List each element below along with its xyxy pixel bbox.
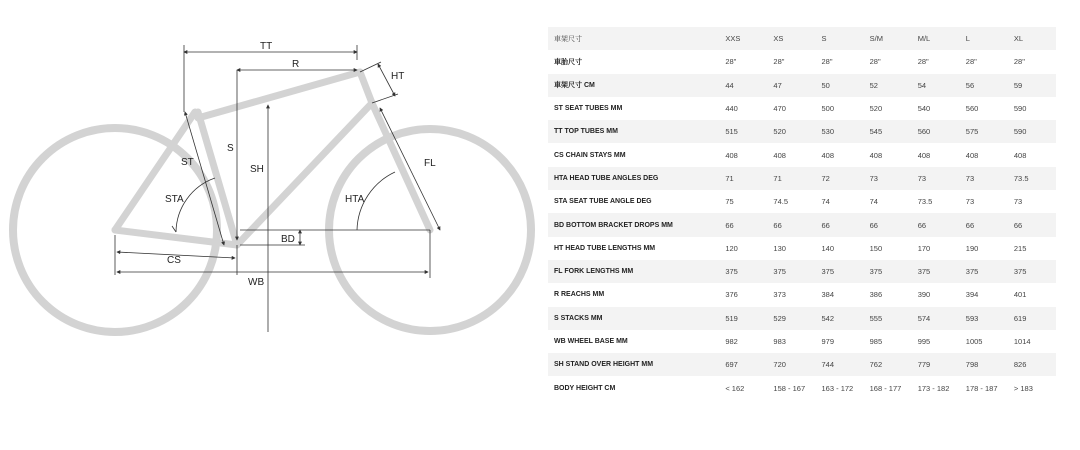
label-sh: SH	[250, 164, 264, 175]
row-value: 401	[1008, 283, 1056, 306]
row-value: 619	[1008, 307, 1056, 330]
table-row	[548, 260, 1056, 283]
row-value: 150	[864, 237, 912, 260]
row-value: 73	[864, 167, 912, 190]
row-value: 28"	[960, 50, 1008, 73]
row-value: 66	[864, 213, 912, 236]
row-value: 530	[816, 120, 864, 143]
row-value: 120	[719, 237, 767, 260]
row-value: 28"	[767, 50, 815, 73]
row-label: 車架尺寸 CM	[548, 74, 719, 97]
row-value: 375	[912, 260, 960, 283]
row-value: 408	[864, 143, 912, 166]
label-r: R	[292, 59, 300, 70]
row-value: 173 - 182	[912, 376, 960, 399]
row-value: 560	[912, 120, 960, 143]
row-value: 542	[816, 307, 864, 330]
row-value: 178 - 187	[960, 376, 1008, 399]
row-label: BD BOTTOM BRACKET DROPS MM	[548, 213, 719, 236]
row-value: > 183	[1008, 376, 1056, 399]
row-value: 529	[767, 307, 815, 330]
row-value: 215	[1008, 237, 1056, 260]
header-size-l: L	[960, 27, 1008, 50]
row-value: 163 - 172	[816, 376, 864, 399]
row-value: 75	[719, 190, 767, 213]
row-value: 995	[912, 330, 960, 353]
row-value: 375	[960, 260, 1008, 283]
bike-frame	[115, 72, 430, 245]
row-label: R REACHS MM	[548, 283, 719, 306]
row-value: 394	[960, 283, 1008, 306]
header-size-xxs: XXS	[719, 27, 767, 50]
label-fl: FL	[424, 158, 436, 169]
row-value: 375	[767, 260, 815, 283]
header-label: 車架尺寸	[548, 27, 719, 50]
row-value: 515	[719, 120, 767, 143]
table-row	[548, 307, 1056, 330]
header-size-ml: M/L	[912, 27, 960, 50]
row-value: 440	[719, 97, 767, 120]
table-row	[548, 97, 1056, 120]
row-value: 520	[864, 97, 912, 120]
row-value: 375	[816, 260, 864, 283]
row-value: 66	[1008, 213, 1056, 236]
row-value: 408	[816, 143, 864, 166]
header-size-xl: XL	[1008, 27, 1056, 50]
row-value: 28"	[864, 50, 912, 73]
row-value: 375	[719, 260, 767, 283]
row-value: < 162	[719, 376, 767, 399]
row-value: 520	[767, 120, 815, 143]
row-value: 574	[912, 307, 960, 330]
row-value: 73.5	[1008, 167, 1056, 190]
row-value: 375	[864, 260, 912, 283]
label-cs: CS	[167, 255, 181, 266]
row-value: 1005	[960, 330, 1008, 353]
row-value: 59	[1008, 74, 1056, 97]
row-value: 779	[912, 353, 960, 376]
row-value: 390	[912, 283, 960, 306]
label-hta: HTA	[345, 194, 365, 205]
row-value: 376	[719, 283, 767, 306]
row-value: 590	[1008, 120, 1056, 143]
row-value: 47	[767, 74, 815, 97]
row-label: CS CHAIN STAYS MM	[548, 143, 719, 166]
row-value: 74	[864, 190, 912, 213]
row-value: 73	[1008, 190, 1056, 213]
table-row	[548, 143, 1056, 166]
row-value: 66	[719, 213, 767, 236]
row-value: 130	[767, 237, 815, 260]
row-label: FL FORK LENGTHS MM	[548, 260, 719, 283]
row-value: 408	[1008, 143, 1056, 166]
row-value: 373	[767, 283, 815, 306]
row-label: S STACKS MM	[548, 307, 719, 330]
row-value: 66	[816, 213, 864, 236]
row-value: 28"	[1008, 50, 1056, 73]
table-row	[548, 167, 1056, 190]
row-value: 73	[960, 190, 1008, 213]
row-value: 1014	[1008, 330, 1056, 353]
label-ht: HT	[391, 71, 405, 82]
label-st: ST	[181, 157, 194, 168]
row-value: 74	[816, 190, 864, 213]
row-value: 28"	[816, 50, 864, 73]
dimension-lines	[115, 45, 440, 332]
row-value: 66	[912, 213, 960, 236]
row-value: 519	[719, 307, 767, 330]
row-value: 593	[960, 307, 1008, 330]
row-value: 73	[912, 167, 960, 190]
row-value: 66	[767, 213, 815, 236]
table-row	[548, 353, 1056, 376]
row-value: 50	[816, 74, 864, 97]
row-value: 545	[864, 120, 912, 143]
row-value: 140	[816, 237, 864, 260]
row-value: 826	[1008, 353, 1056, 376]
row-value: 375	[1008, 260, 1056, 283]
row-value: 52	[864, 74, 912, 97]
row-value: 798	[960, 353, 1008, 376]
table-row	[548, 376, 1056, 399]
table-row	[548, 237, 1056, 260]
row-value: 66	[960, 213, 1008, 236]
row-label: SH STAND OVER HEIGHT MM	[548, 353, 719, 376]
row-value: 983	[767, 330, 815, 353]
table-row	[548, 50, 1056, 73]
row-value: 555	[864, 307, 912, 330]
row-value: 71	[719, 167, 767, 190]
row-label: ST SEAT TUBES MM	[548, 97, 719, 120]
row-value: 979	[816, 330, 864, 353]
table-row	[548, 330, 1056, 353]
row-value: 408	[767, 143, 815, 166]
row-value: 72	[816, 167, 864, 190]
row-value: 408	[719, 143, 767, 166]
row-value: 54	[912, 74, 960, 97]
row-value: 575	[960, 120, 1008, 143]
row-value: 158 - 167	[767, 376, 815, 399]
row-value: 762	[864, 353, 912, 376]
geometry-table	[548, 27, 1056, 400]
row-value: 408	[960, 143, 1008, 166]
row-value: 500	[816, 97, 864, 120]
row-value: 985	[864, 330, 912, 353]
table-row	[548, 74, 1056, 97]
table-row	[548, 283, 1056, 306]
row-label: STA SEAT TUBE ANGLE DEG	[548, 190, 719, 213]
row-value: 408	[912, 143, 960, 166]
row-value: 540	[912, 97, 960, 120]
row-value: 190	[960, 237, 1008, 260]
row-value: 73.5	[912, 190, 960, 213]
header-size-s: S	[816, 27, 864, 50]
row-value: 697	[719, 353, 767, 376]
geometry-table-container	[548, 27, 1056, 400]
label-wb: WB	[248, 277, 265, 288]
row-value: 384	[816, 283, 864, 306]
row-value: 28"	[719, 50, 767, 73]
row-value: 56	[960, 74, 1008, 97]
row-value: 744	[816, 353, 864, 376]
row-value: 720	[767, 353, 815, 376]
row-label: TT TOP TUBES MM	[548, 120, 719, 143]
label-tt: TT	[260, 41, 273, 52]
label-s: S	[227, 143, 234, 154]
row-value: 170	[912, 237, 960, 260]
row-value: 982	[719, 330, 767, 353]
table-row	[548, 190, 1056, 213]
table-header-row	[548, 27, 1056, 50]
row-label: 車胎尺寸	[548, 50, 719, 73]
header-size-xs: XS	[767, 27, 815, 50]
row-label: HTA HEAD TUBE ANGLES DEG	[548, 167, 719, 190]
row-value: 470	[767, 97, 815, 120]
row-value: 73	[960, 167, 1008, 190]
header-size-sm: S/M	[864, 27, 912, 50]
table-row	[548, 120, 1056, 143]
row-label: BODY HEIGHT CM	[548, 376, 719, 399]
row-value: 168 - 177	[864, 376, 912, 399]
label-sta: STA	[165, 194, 184, 205]
row-value: 386	[864, 283, 912, 306]
label-bd: BD	[281, 234, 295, 245]
row-value: 590	[1008, 97, 1056, 120]
row-value: 71	[767, 167, 815, 190]
row-label: HT HEAD TUBE LENGTHS MM	[548, 237, 719, 260]
row-value: 44	[719, 74, 767, 97]
table-row	[548, 213, 1056, 236]
row-value: 28"	[912, 50, 960, 73]
row-value: 560	[960, 97, 1008, 120]
row-label: WB WHEEL BASE MM	[548, 330, 719, 353]
row-value: 74.5	[767, 190, 815, 213]
